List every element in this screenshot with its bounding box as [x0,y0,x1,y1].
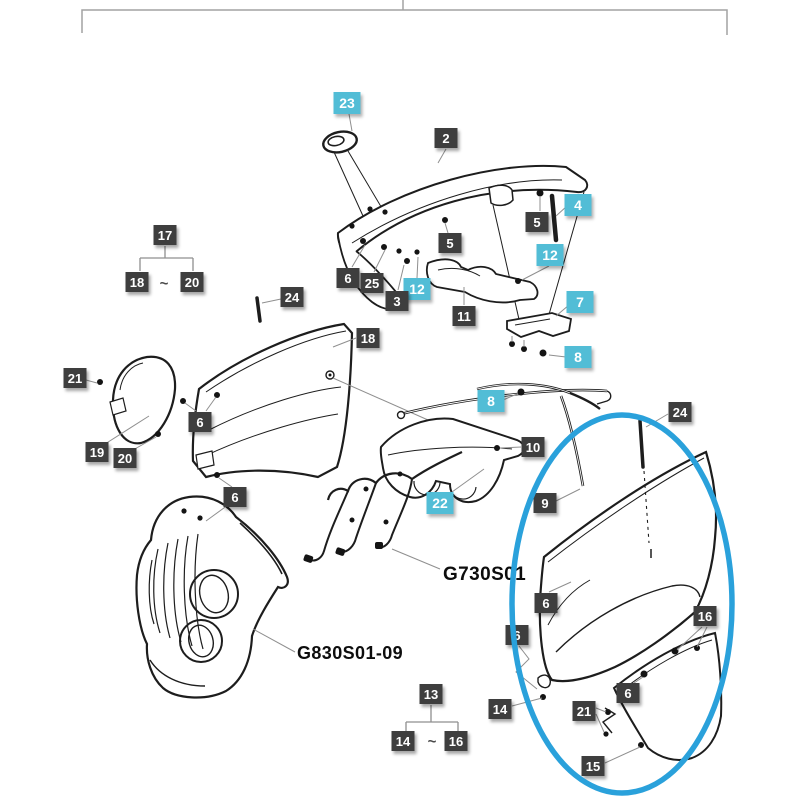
part-callout-25[interactable]: 25 [361,273,384,293]
part-callout-21[interactable]: 21 [64,368,87,388]
part-callout-4[interactable]: 4 [565,194,592,216]
part-callout-6[interactable]: 6 [189,412,212,432]
part-callout-9[interactable]: 9 [534,493,557,513]
part-callout-6[interactable]: 6 [337,268,360,288]
part-callout-23[interactable]: 23 [334,92,361,114]
part-callout-7[interactable]: 7 [567,291,594,313]
range-tilde: ~ [159,275,169,293]
part-callout-14[interactable]: 14 [489,699,512,719]
part-callout-20[interactable]: 20 [114,448,137,468]
part-callout-11[interactable]: 11 [453,306,476,326]
part-code-g830s01-09[interactable]: G830S01-09 [297,643,404,663]
part-callout-8[interactable]: 8 [565,346,592,368]
part-callout-21[interactable]: 21 [573,701,596,721]
part-callout-18[interactable]: 18 [126,272,149,292]
part-code-g730s01[interactable]: G730S01 [443,564,527,585]
part-callout-20[interactable]: 20 [181,272,204,292]
part-callout-3[interactable]: 3 [386,291,409,311]
part-callout-6[interactable]: 6 [617,683,640,703]
part-callout-16[interactable]: 16 [694,606,717,626]
part-callout-6[interactable]: 6 [535,593,558,613]
part-callout-14[interactable]: 14 [392,731,415,751]
part-callout-12[interactable]: 12 [537,244,564,266]
part-callout-17[interactable]: 17 [154,225,177,245]
part-callout-5[interactable]: 5 [526,212,549,232]
part-callout-5[interactable]: 5 [439,233,462,253]
part-callout-2[interactable]: 2 [435,128,458,148]
range-tilde: ~ [427,733,437,751]
part-callout-24[interactable]: 24 [281,287,304,307]
part-callout-6[interactable]: 6 [224,487,247,507]
part-callout-6[interactable]: 6 [506,625,529,645]
part-callout-16[interactable]: 16 [445,731,468,751]
part-callout-18[interactable]: 18 [357,328,380,348]
part-callout-22[interactable]: 22 [427,492,454,514]
part-callout-24[interactable]: 24 [669,402,692,422]
part-callout-15[interactable]: 15 [582,756,605,776]
part-callout-8[interactable]: 8 [478,390,505,412]
part-callout-12[interactable]: 12 [404,278,431,300]
part-callout-13[interactable]: 13 [420,684,443,704]
part-callout-10[interactable]: 10 [522,437,545,457]
part-callout-19[interactable]: 19 [86,442,109,462]
